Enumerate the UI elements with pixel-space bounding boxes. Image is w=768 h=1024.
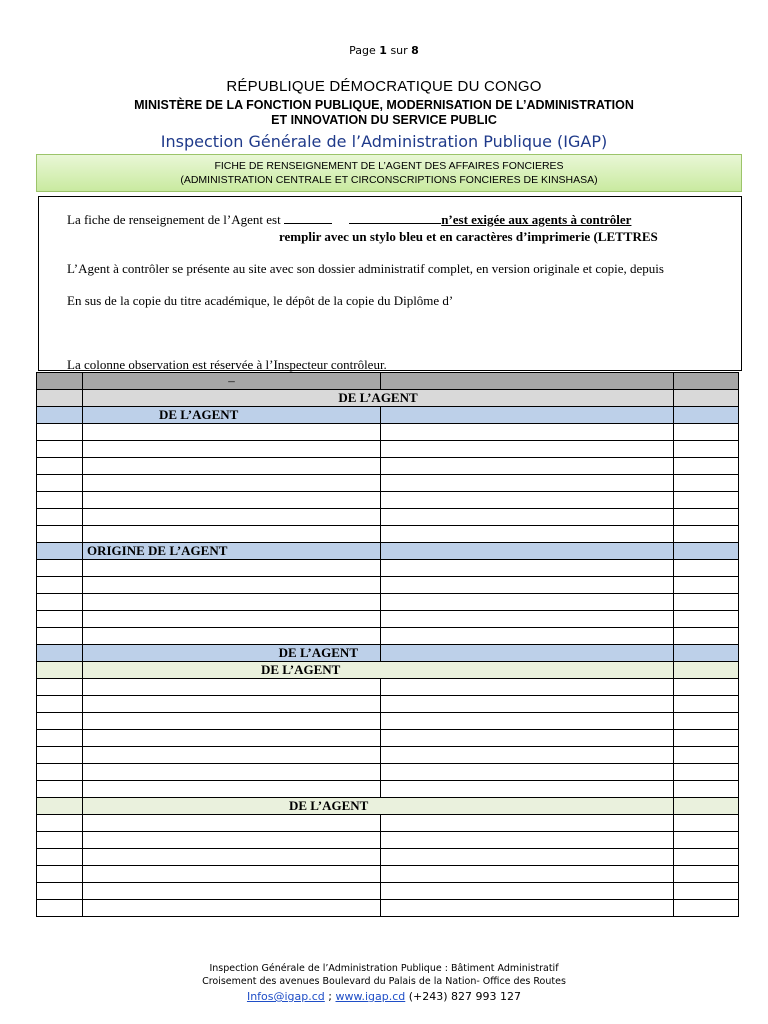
blank-field	[284, 223, 332, 224]
instructions-box	[38, 196, 742, 371]
table-row[interactable]	[37, 730, 739, 747]
footer-line-1: Inspection Générale de l’Administration Publique : Bâtiment Administratif	[209, 963, 559, 974]
table-row[interactable]	[37, 679, 739, 696]
page-footer	[0, 962, 768, 1003]
table-row[interactable]	[37, 883, 739, 900]
table-row[interactable]	[37, 866, 739, 883]
form-title-banner	[36, 154, 742, 192]
table-row[interactable]	[37, 475, 739, 492]
page-number: Page 1 sur 8	[349, 44, 419, 57]
table-row[interactable]	[37, 781, 739, 798]
table-subheader-row: DE L’AGENT	[37, 390, 739, 407]
republic-title: RÉPUBLIQUE DÉMOCRATIQUE DU CONGO	[226, 78, 542, 95]
footer-contacts: Infos@igap.cd ; www.igap.cd (+243) 827 993 127	[246, 990, 522, 1003]
table-row[interactable]	[37, 849, 739, 866]
instruction-line-2: remplir avec un stylo bleu et en caractères d’imprimerie (LETTRES	[279, 229, 658, 244]
table-row[interactable]	[37, 696, 739, 713]
phone-number: (+243) 827 993 127	[405, 990, 522, 1003]
instruction-line-1: La fiche de renseignement de l’Agent est n’est exigée aux agents à contrôler	[67, 212, 632, 227]
table-row[interactable]	[37, 458, 739, 475]
table-header-row: –	[37, 373, 739, 390]
instruction-line-4: En sus de la copie du titre académique, le dépôt de la copie du Diplôme d’	[67, 293, 454, 308]
section-header: DE L’AGENT	[37, 645, 739, 662]
banner-line-2: (ADMINISTRATION CENTRALE ET CIRCONSCRIPTIONS FONCIERES DE KINSHASA)	[180, 174, 598, 186]
table-row[interactable]	[37, 509, 739, 526]
table-row[interactable]	[37, 628, 739, 645]
table-row[interactable]	[37, 815, 739, 832]
section-header: DE L’AGENT	[37, 798, 739, 815]
email-link[interactable]: Infos@igap.cd	[246, 990, 325, 1003]
table-row[interactable]	[37, 526, 739, 543]
table-row[interactable]	[37, 900, 739, 917]
agent-info-table	[36, 372, 739, 917]
inspection-title: Inspection Générale de l’Administration Publique (IGAP)	[160, 132, 608, 151]
table-row[interactable]	[37, 577, 739, 594]
section-header: DE L’AGENT	[37, 662, 739, 679]
ministry-title	[0, 98, 768, 128]
ministry-line-2: ET INNOVATION DU SERVICE PUBLIC	[271, 113, 497, 127]
footer-line-2: Croisement des avenues Boulevard du Palais de la Nation- Office des Routes	[202, 976, 566, 987]
section-header: DE L’AGENT	[37, 407, 739, 424]
banner-line-1: FICHE DE RENSEIGNEMENT DE L’AGENT DES AFFAIRES FONCIERES	[214, 160, 564, 172]
website-link[interactable]: www.igap.cd	[335, 990, 406, 1003]
table-row[interactable]	[37, 424, 739, 441]
table-row[interactable]	[37, 492, 739, 509]
section-header: ORIGINE DE L’AGENT	[37, 543, 739, 560]
ministry-line-1: MINISTÈRE DE LA FONCTION PUBLIQUE, MODERNISATION DE L’ADMINISTRATION	[134, 98, 634, 112]
blank-field	[349, 223, 441, 224]
table-row[interactable]	[37, 832, 739, 849]
table-row[interactable]	[37, 560, 739, 577]
instruction-line-5: La colonne observation est réservée à l’Inspecteur contrôleur.	[67, 357, 387, 372]
table-row[interactable]	[37, 713, 739, 730]
table-row[interactable]	[37, 441, 739, 458]
table-row[interactable]	[37, 747, 739, 764]
instruction-line-3: L’Agent à contrôler se présente au site avec son dossier administratif complet, en version originale et copie, depuis	[67, 261, 664, 276]
table-row[interactable]	[37, 611, 739, 628]
table-row[interactable]	[37, 764, 739, 781]
table-row[interactable]	[37, 594, 739, 611]
